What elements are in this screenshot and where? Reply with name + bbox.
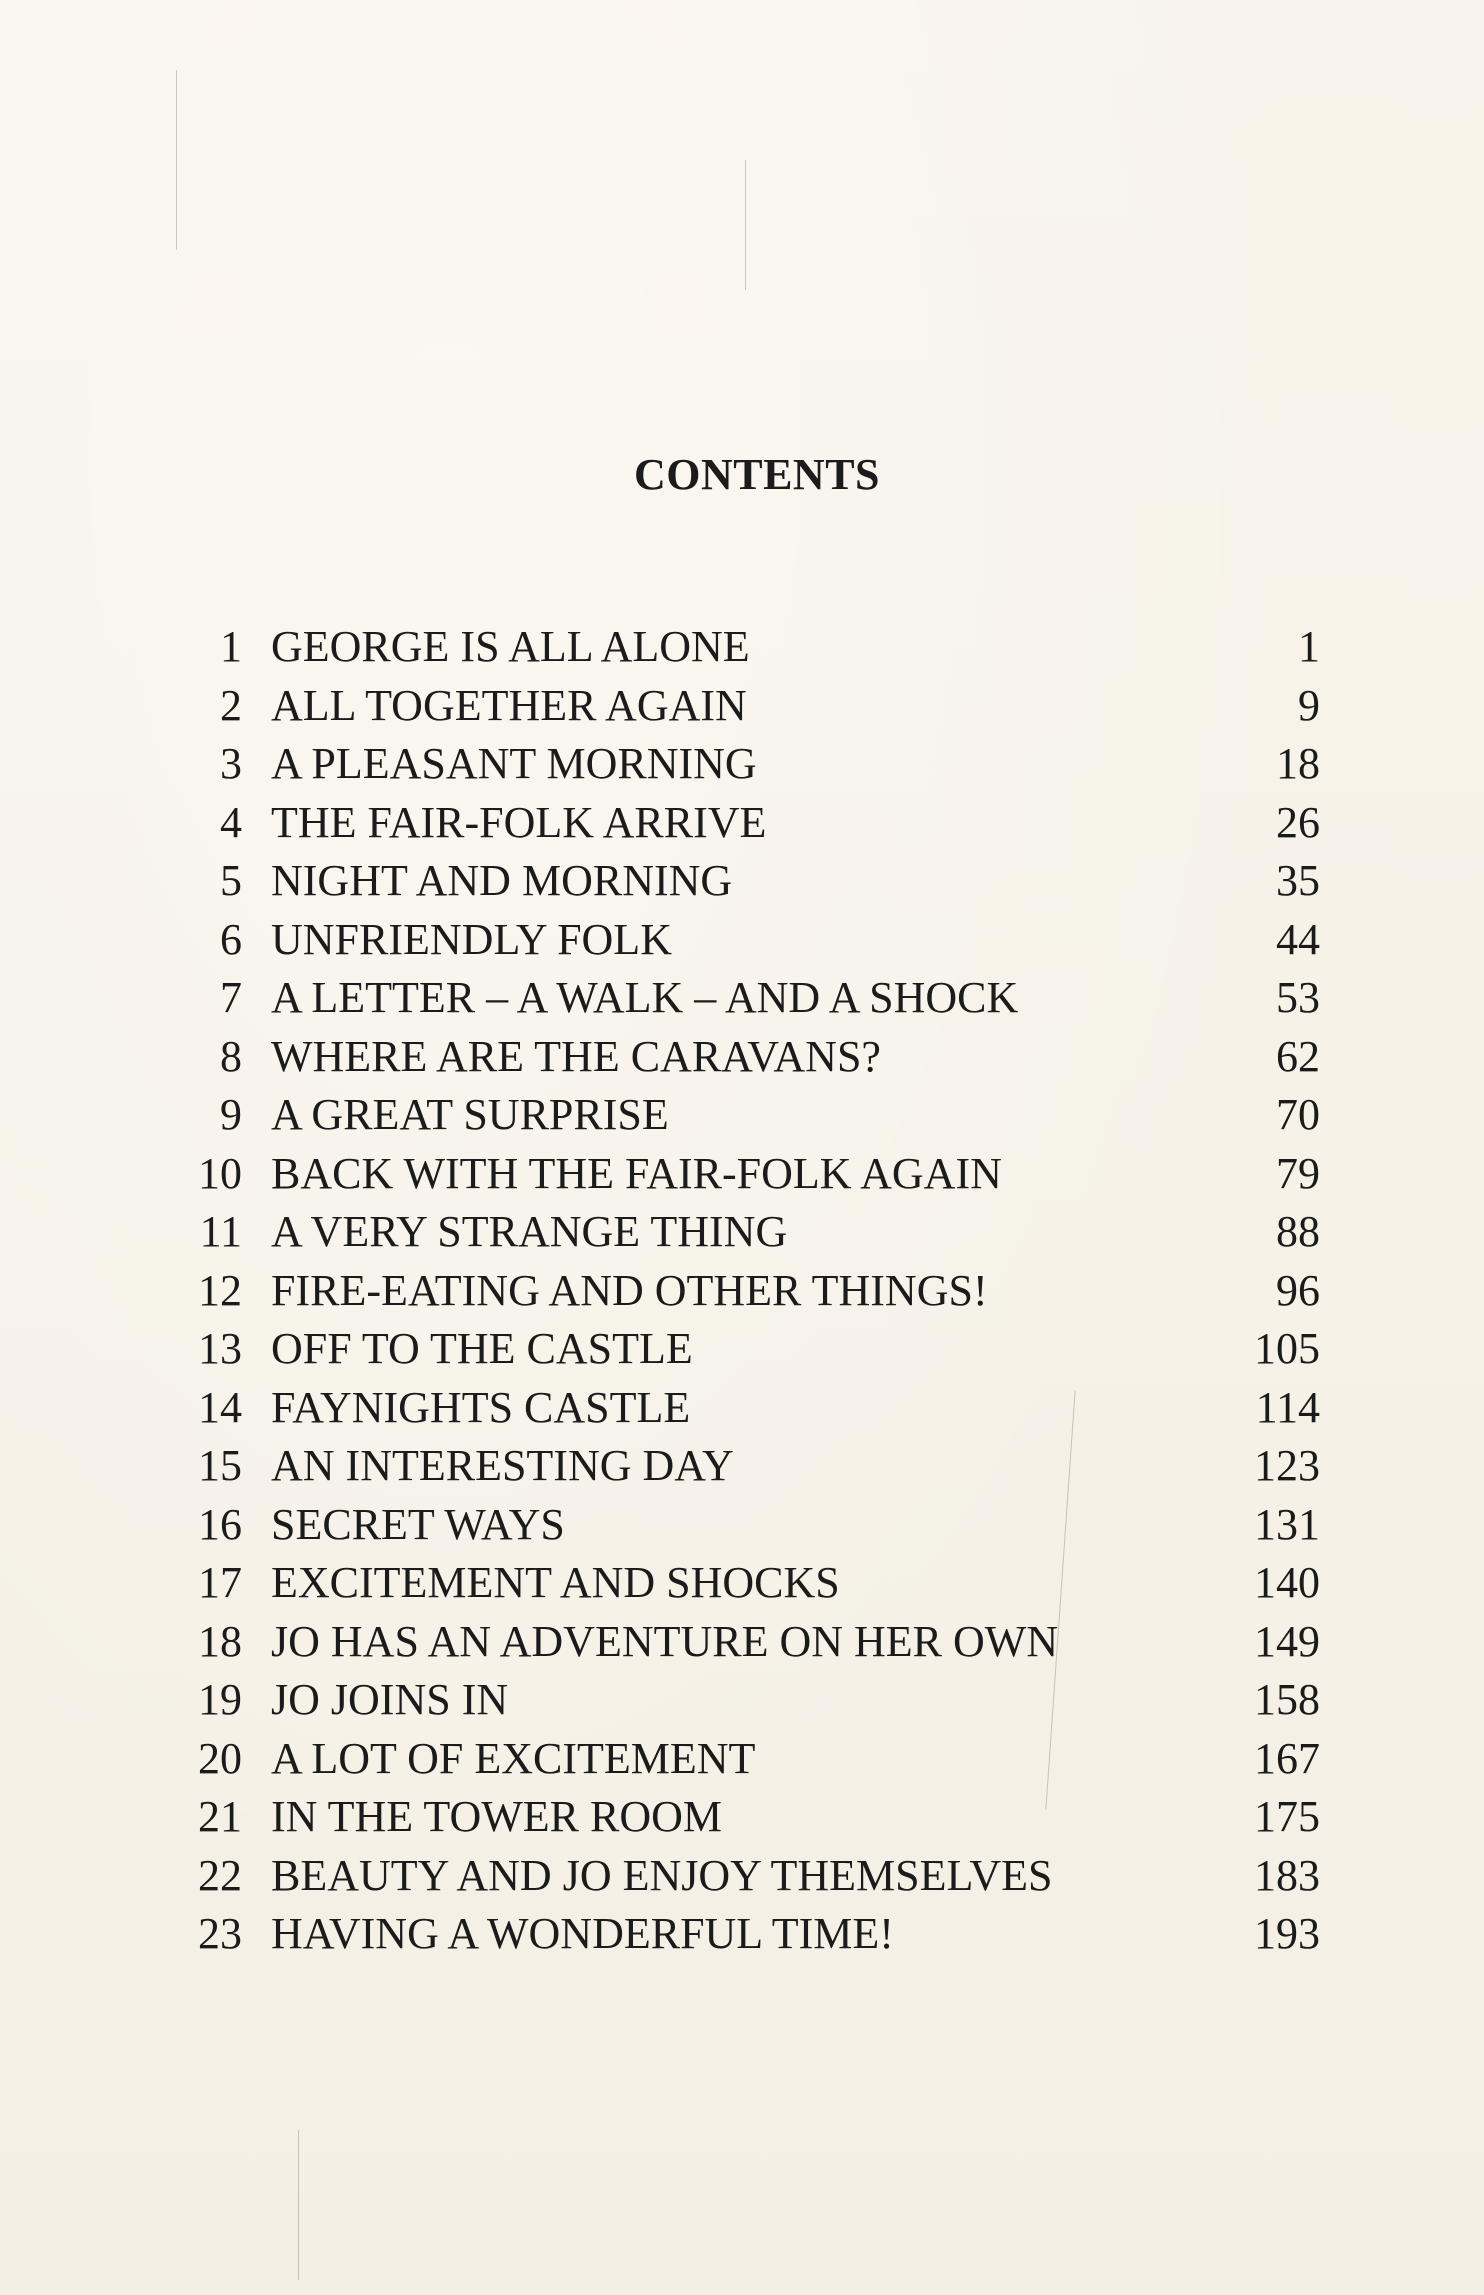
chapter-number: 15 (198, 1441, 242, 1490)
chapter-title: A LOT OF EXCITEMENT (271, 1733, 756, 1783)
page-number: 18 (1276, 739, 1320, 788)
chapter-title: GEORGE IS ALL ALONE (271, 622, 750, 671)
chapter-number: 17 (198, 1558, 242, 1607)
table-of-contents (190, 618, 1320, 1964)
toc-row[interactable] (190, 1730, 1320, 1789)
chapter-number: 1 (220, 622, 242, 671)
chapter-title: UNFRIENDLY FOLK (271, 914, 672, 964)
toc-row[interactable] (190, 1905, 1320, 1964)
chapter-title: BEAUTY AND JO ENJOY THEMSELVES (271, 1850, 1053, 1900)
toc-row[interactable] (190, 911, 1320, 970)
page-number: 53 (1276, 973, 1320, 1022)
chapter-number: 3 (220, 739, 242, 788)
page-number: 140 (1254, 1558, 1320, 1607)
chapter-number: 22 (198, 1850, 242, 1900)
toc-row[interactable] (190, 1145, 1320, 1204)
paper-crease (298, 2130, 299, 2280)
chapter-number: 2 (220, 680, 242, 730)
chapter-title: HAVING A WONDERFUL TIME! (271, 1909, 894, 1958)
page-number: 167 (1254, 1733, 1320, 1783)
page-number: 9 (1298, 680, 1320, 730)
chapter-title: FIRE-EATING AND OTHER THINGS! (271, 1265, 988, 1315)
chapter-number: 16 (198, 1499, 242, 1549)
toc-row[interactable] (190, 735, 1320, 794)
page-number: 70 (1276, 1090, 1320, 1139)
chapter-number: 14 (198, 1382, 242, 1432)
page-number: 88 (1276, 1207, 1320, 1256)
page-number: 193 (1254, 1909, 1320, 1958)
chapter-title: A GREAT SURPRISE (271, 1090, 669, 1139)
toc-row[interactable] (190, 1262, 1320, 1321)
toc-row[interactable] (190, 1028, 1320, 1087)
page-number: 44 (1276, 914, 1320, 964)
chapter-title: FAYNIGHTS CASTLE (271, 1382, 691, 1432)
chapter-title: A VERY STRANGE THING (271, 1207, 788, 1256)
chapter-number: 21 (198, 1792, 242, 1841)
toc-row[interactable] (190, 677, 1320, 736)
chapter-number: 7 (220, 973, 242, 1022)
chapter-number: 12 (198, 1265, 242, 1315)
toc-row[interactable] (190, 1613, 1320, 1672)
toc-row[interactable] (190, 1086, 1320, 1145)
page-number: 131 (1254, 1499, 1320, 1549)
toc-row[interactable] (190, 852, 1320, 911)
chapter-number: 10 (198, 1148, 242, 1198)
chapter-title: THE FAIR-FOLK ARRIVE (271, 797, 767, 847)
page-number: 105 (1254, 1324, 1320, 1373)
toc-row[interactable] (190, 1496, 1320, 1555)
chapter-number: 20 (198, 1733, 242, 1783)
page-number: 175 (1254, 1792, 1320, 1841)
chapter-title: IN THE TOWER ROOM (271, 1792, 722, 1841)
toc-row[interactable] (190, 1671, 1320, 1730)
toc-row[interactable] (190, 1320, 1320, 1379)
contents-heading: CONTENTS (633, 450, 881, 499)
page-number: 183 (1254, 1850, 1320, 1900)
chapter-number: 9 (220, 1090, 242, 1139)
page-number: 114 (1255, 1382, 1320, 1432)
page-number: 26 (1276, 797, 1320, 847)
chapter-number: 8 (220, 1031, 242, 1081)
chapter-title: BACK WITH THE FAIR-FOLK AGAIN (271, 1148, 1002, 1198)
page-number: 149 (1254, 1616, 1320, 1666)
page-number: 123 (1254, 1441, 1320, 1490)
toc-row[interactable] (190, 969, 1320, 1028)
chapter-number: 13 (198, 1324, 242, 1373)
chapter-title: JO HAS AN ADVENTURE ON HER OWN (271, 1616, 1059, 1666)
chapter-number: 5 (220, 856, 242, 905)
chapter-title: AN INTERESTING DAY (271, 1441, 734, 1490)
page-number: 158 (1254, 1675, 1320, 1724)
chapter-number: 19 (198, 1675, 242, 1724)
toc-row[interactable] (190, 1847, 1320, 1906)
page-number: 96 (1276, 1265, 1320, 1315)
toc-row[interactable] (190, 794, 1320, 853)
chapter-number: 11 (199, 1207, 242, 1256)
chapter-title: OFF TO THE CASTLE (271, 1324, 693, 1373)
toc-row[interactable] (190, 1554, 1320, 1613)
page-number: 79 (1276, 1148, 1320, 1198)
chapter-number: 23 (198, 1909, 242, 1958)
toc-row[interactable] (190, 1437, 1320, 1496)
paper-crease (176, 70, 177, 250)
chapter-title: A PLEASANT MORNING (271, 739, 757, 788)
paper-crease (745, 160, 746, 290)
page-number: 35 (1276, 856, 1320, 905)
chapter-number: 4 (220, 797, 242, 847)
chapter-title: ALL TOGETHER AGAIN (271, 680, 747, 730)
page-number: 1 (1298, 622, 1320, 671)
chapter-title: JO JOINS IN (271, 1675, 509, 1724)
chapter-number: 6 (220, 914, 242, 964)
chapter-title: EXCITEMENT AND SHOCKS (271, 1558, 840, 1607)
chapter-title: SECRET WAYS (271, 1499, 565, 1549)
chapter-title: NIGHT AND MORNING (271, 856, 733, 905)
chapter-title: WHERE ARE THE CARAVANS? (271, 1031, 881, 1081)
toc-row[interactable] (190, 1203, 1320, 1262)
toc-row[interactable] (190, 618, 1320, 677)
chapter-number: 18 (198, 1616, 242, 1666)
page-number: 62 (1276, 1031, 1320, 1081)
toc-row[interactable] (190, 1788, 1320, 1847)
chapter-title: A LETTER – A WALK – AND A SHOCK (271, 973, 1019, 1022)
toc-row[interactable] (190, 1379, 1320, 1438)
